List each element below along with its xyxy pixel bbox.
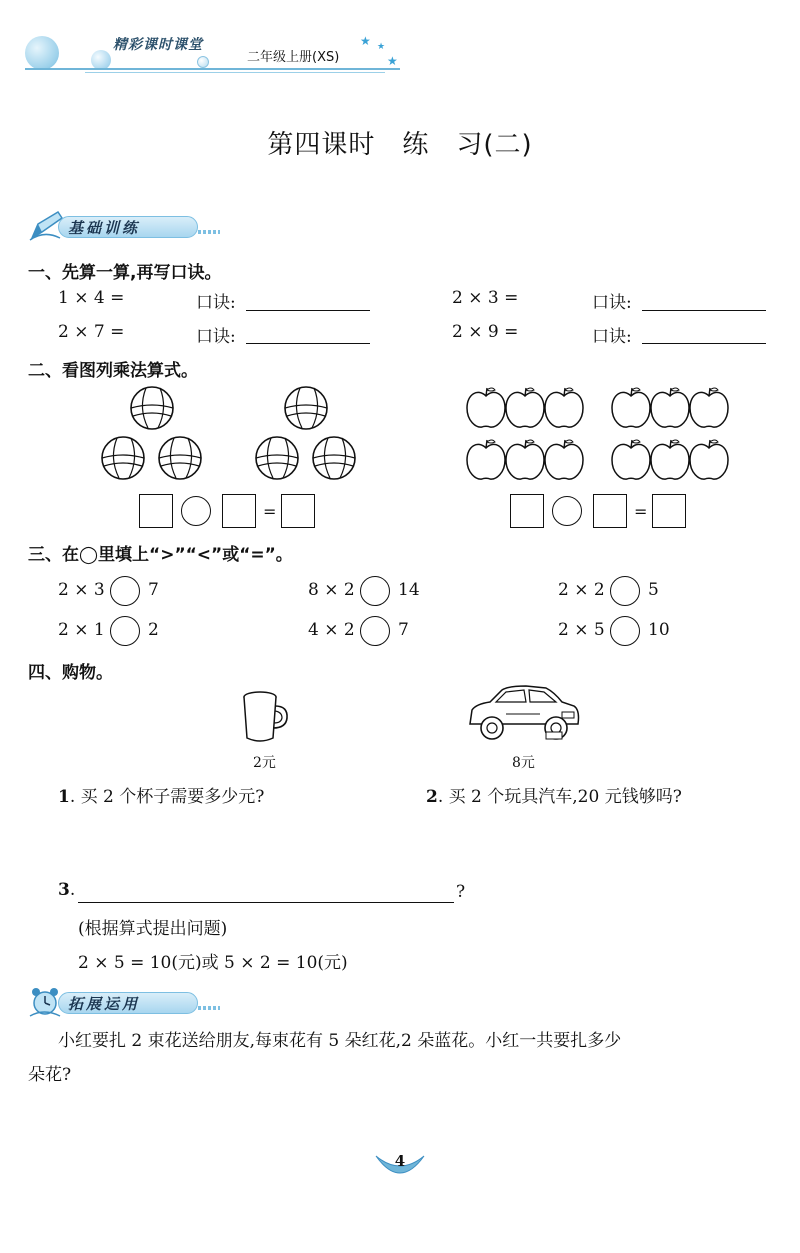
q3-compare-circle[interactable] [610, 576, 640, 606]
q1-title: 一、先算一算,再写口诀。 [28, 263, 222, 283]
q4-title: 四、购物。 [28, 663, 113, 683]
cup-image [238, 690, 294, 746]
toy-car-image [466, 684, 582, 748]
q2-operator-circle[interactable] [552, 496, 582, 526]
q3-left-expr: 4 × 2 [308, 620, 355, 640]
q1-label: 口诀: [196, 293, 236, 313]
q3-compare-circle[interactable] [360, 576, 390, 606]
car-price: 8元 [512, 755, 535, 771]
basketball-groups-image [90, 382, 370, 482]
q1-label: 口诀: [196, 327, 236, 347]
problem-text: . 买 2 个杯子需要多少元? [69, 787, 265, 807]
header-rule [25, 68, 400, 70]
q1-expr: 2 × 3 = [452, 288, 519, 308]
q3-right-value: 2 [148, 620, 159, 640]
q2-operator-circle[interactable] [181, 496, 211, 526]
page-header [25, 28, 405, 78]
q3-right-value: 7 [398, 620, 409, 640]
q2-equals: = [263, 502, 277, 521]
problem-text: . 买 2 个玩具汽车,20 元钱够吗? [437, 787, 682, 807]
q4-question-blank[interactable] [78, 902, 454, 903]
apple-groups-image [462, 382, 736, 482]
q1-answer-blank[interactable] [246, 310, 370, 311]
q2-answer-box[interactable] [139, 494, 173, 528]
q3-left-expr: 2 × 2 [558, 580, 605, 600]
banner-dash [198, 230, 220, 234]
page-number: 4 [394, 1152, 406, 1170]
header-bubble-icon [25, 36, 59, 70]
banner-label: 拓展运用 [68, 995, 141, 1013]
q1-expr: 2 × 9 = [452, 322, 519, 342]
page-title: 第四课时 练 习(二) [267, 130, 533, 160]
header-bubble-icon [197, 56, 209, 68]
q2-answer-box[interactable] [652, 494, 686, 528]
problem-dot: . [69, 880, 76, 900]
q4-problem-3 [58, 880, 75, 900]
q3-left-expr: 2 × 3 [58, 580, 105, 600]
q4-problem-1 [58, 782, 264, 807]
q3-left-expr: 2 × 1 [58, 620, 105, 640]
q3-left-expr: 2 × 5 [558, 620, 605, 640]
q2-title: 二、看图列乘法算式。 [28, 361, 198, 381]
q2-answer-box[interactable] [593, 494, 627, 528]
header-rule [85, 72, 385, 73]
star-icon: ★ [360, 34, 371, 48]
header-brand: 精彩课时课堂 [113, 37, 203, 53]
q1-expr: 2 × 7 = [58, 322, 125, 342]
q2-answer-box[interactable] [222, 494, 256, 528]
q3-compare-circle[interactable] [610, 616, 640, 646]
q3-right-value: 14 [398, 580, 420, 600]
q1-label: 口诀: [592, 327, 632, 347]
section-banner-extend [28, 984, 228, 1018]
extend-problem-line2: 朵花? [28, 1065, 72, 1085]
cup-price: 2元 [253, 755, 276, 771]
q3-left-expr: 8 × 2 [308, 580, 355, 600]
header-grade: 二年级上册(XS) [247, 50, 340, 65]
q1-label: 口诀: [592, 293, 632, 313]
q2-answer-box[interactable] [281, 494, 315, 528]
problem-number: 2 [426, 787, 438, 807]
q3-right-value: 7 [148, 580, 159, 600]
star-icon: ★ [377, 42, 386, 52]
header-bubble-icon [91, 50, 111, 70]
q4-hint: (根据算式提出问题) [78, 919, 228, 939]
q2-equals: = [634, 502, 648, 521]
banner-dash [198, 1006, 220, 1010]
q4-question-mark: ? [456, 882, 466, 902]
q3-compare-circle[interactable] [110, 576, 140, 606]
q1-expr: 1 × 4 = [58, 288, 125, 308]
section-banner-basic [28, 208, 228, 242]
page-number-badge [372, 1150, 428, 1182]
banner-label: 基础训练 [68, 219, 141, 237]
q4-problem-2 [426, 782, 682, 807]
problem-number: 3 [58, 880, 70, 900]
q1-answer-blank[interactable] [642, 310, 766, 311]
q4-formula: 2 × 5 = 10(元)或 5 × 2 = 10(元) [78, 953, 348, 973]
problem-number: 1 [58, 787, 70, 807]
q3-title: 三、在◯里填上“>”“<”或“=”。 [28, 545, 293, 565]
q3-compare-circle[interactable] [110, 616, 140, 646]
q1-answer-blank[interactable] [246, 343, 370, 344]
star-icon: ★ [387, 54, 398, 68]
extend-problem-line1: 小红要扎 2 束花送给朋友,每束花有 5 朵红花,2 朵蓝花。小红一共要扎多少 [58, 1031, 622, 1051]
q3-compare-circle[interactable] [360, 616, 390, 646]
q2-answer-box[interactable] [510, 494, 544, 528]
q1-answer-blank[interactable] [642, 343, 766, 344]
q3-right-value: 10 [648, 620, 670, 640]
q3-right-value: 5 [648, 580, 659, 600]
